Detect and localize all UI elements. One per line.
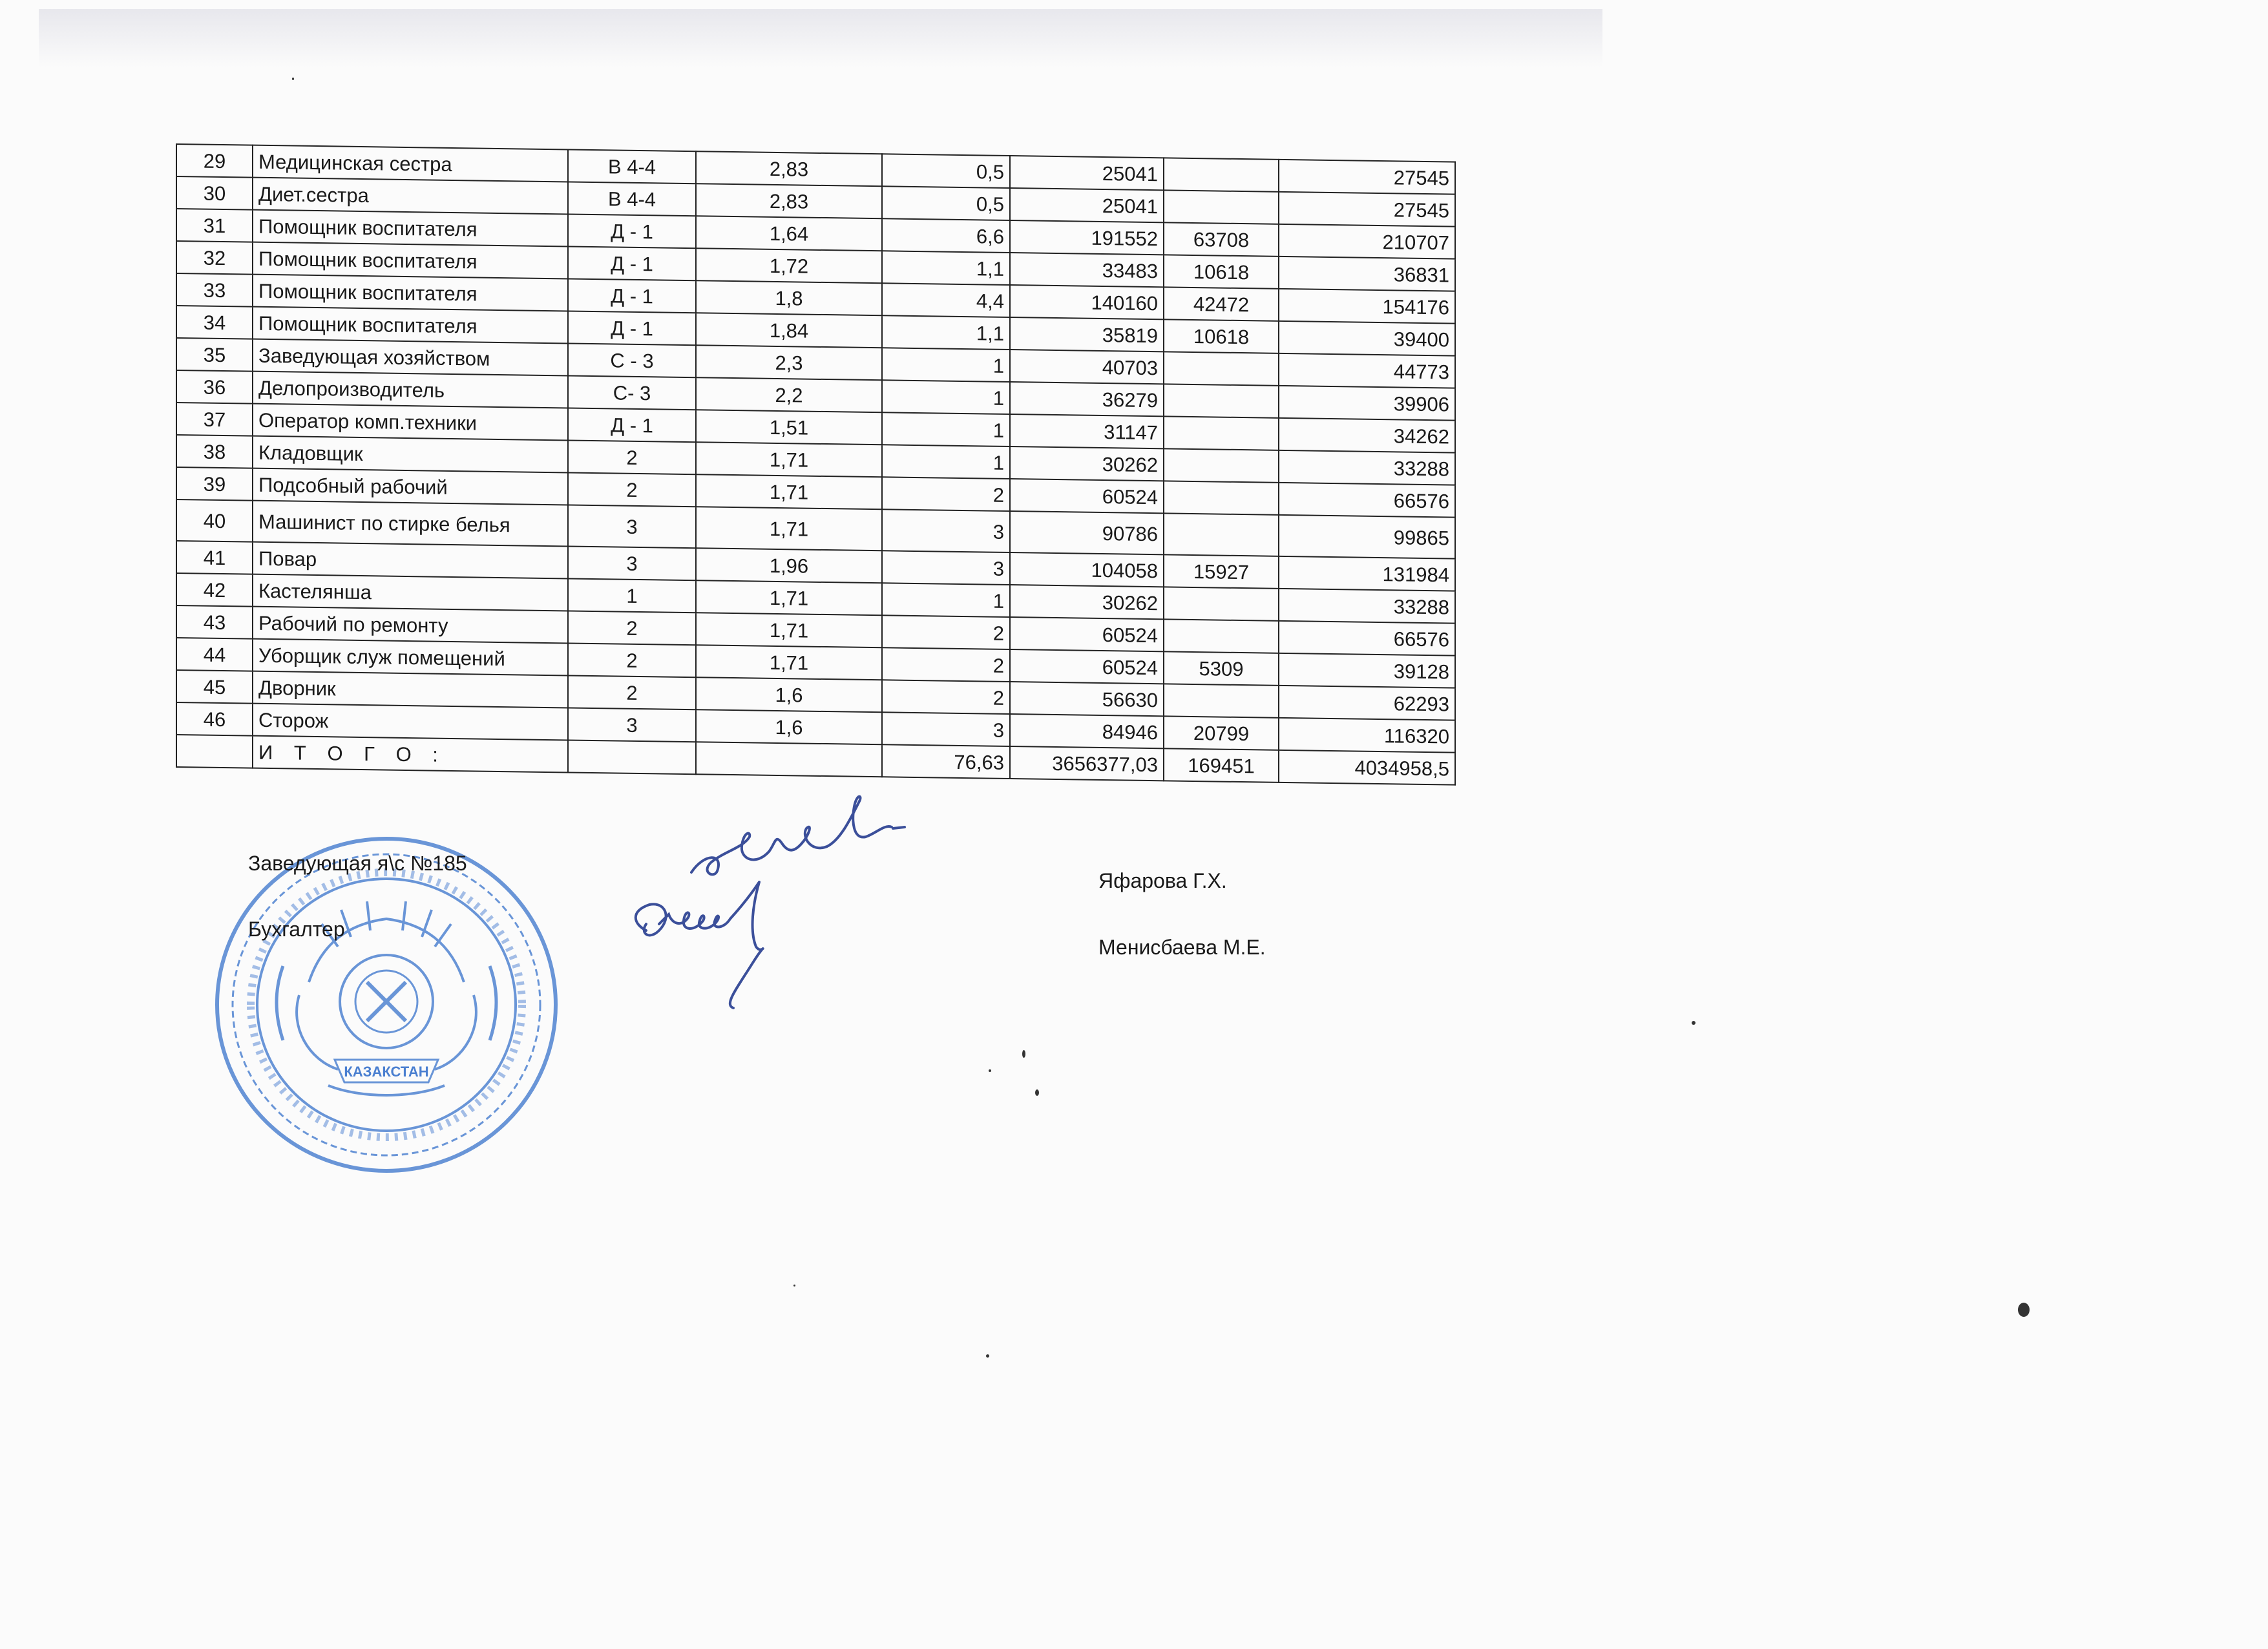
total-amount-cell: 39906: [1279, 386, 1455, 421]
scan-speck: [793, 1285, 795, 1287]
category-code-cell: С- 3: [568, 375, 696, 410]
row-number-cell: 41: [176, 541, 253, 574]
coefficient-cell: 1,72: [696, 248, 882, 283]
bonus-amount-cell: [1164, 416, 1279, 450]
bonus-amount-cell: [1164, 352, 1279, 385]
category-code-cell: 2: [568, 675, 696, 709]
head-name: Яфарова Г.Х.: [1098, 869, 1227, 892]
coefficient-cell: 1,64: [696, 216, 882, 251]
coefficient-cell: 1,6: [696, 677, 882, 712]
bonus-amount-cell: [1164, 481, 1279, 514]
totals-salary-cell: 3656377,03: [1010, 746, 1164, 781]
row-number-cell: 43: [176, 605, 253, 639]
salary-amount-cell: 56630: [1010, 682, 1164, 716]
total-amount-cell: 39128: [1279, 653, 1455, 688]
staff-rate-cell: 3: [882, 551, 1010, 585]
position-name-cell: Помощник воспитателя: [253, 275, 568, 311]
scan-speck: [986, 1354, 989, 1358]
row-number-cell: 30: [176, 176, 253, 210]
position-name-cell: Оператор комп.техники: [253, 404, 568, 441]
bonus-amount-cell: [1164, 684, 1279, 717]
coefficient-cell: 2,83: [696, 184, 882, 218]
row-number-cell: 37: [176, 403, 253, 436]
row-number-cell: 39: [176, 467, 253, 501]
total-amount-cell: 131984: [1279, 556, 1455, 591]
scan-speck: [2018, 1303, 2030, 1317]
position-name-cell: Диет.сестра: [253, 178, 568, 215]
coefficient-cell: 1,84: [696, 313, 882, 348]
salary-amount-cell: 30262: [1010, 585, 1164, 619]
scan-shadow: [39, 9, 1602, 67]
bonus-amount-cell: 42472: [1164, 287, 1279, 320]
position-name-cell: Делопроизводитель: [253, 372, 568, 408]
category-code-cell: 2: [568, 472, 696, 507]
salary-amount-cell: 60524: [1010, 649, 1164, 684]
bonus-amount-cell: 10618: [1164, 255, 1279, 288]
total-amount-cell: 34262: [1279, 418, 1455, 453]
category-code-cell: 3: [568, 546, 696, 580]
position-name-cell: Рабочий по ремонту: [253, 607, 568, 644]
totals-total-cell: 4034958,5: [1279, 750, 1455, 785]
total-amount-cell: 116320: [1279, 718, 1455, 753]
salary-amount-cell: 33483: [1010, 253, 1164, 287]
bonus-amount-cell: [1164, 619, 1279, 653]
coefficient-cell: 1,71: [696, 613, 882, 647]
bonus-amount-cell: [1164, 384, 1279, 417]
total-amount-cell: 33288: [1279, 450, 1455, 485]
staff-rate-cell: 1: [882, 348, 1010, 382]
position-name-cell: Уборщик служ помещений: [253, 639, 568, 676]
staff-rate-cell: 6,6: [882, 218, 1010, 253]
row-number-cell: 40: [176, 499, 253, 542]
total-amount-cell: 33288: [1279, 589, 1455, 624]
staff-salary-table: [176, 143, 1456, 786]
totals-empty-cell: [568, 740, 696, 774]
row-number-cell: 35: [176, 338, 253, 372]
salary-amount-cell: 60524: [1010, 617, 1164, 651]
staff-rate-cell: 2: [882, 477, 1010, 511]
scan-speck: [292, 78, 294, 80]
category-code-cell: Д - 1: [568, 278, 696, 313]
position-name-cell: Кастелянша: [253, 574, 568, 611]
scan-speck: [989, 1069, 991, 1072]
salary-amount-cell: 90786: [1010, 511, 1164, 554]
staff-rate-cell: 2: [882, 680, 1010, 714]
salary-amount-cell: 140160: [1010, 285, 1164, 319]
category-code-cell: 2: [568, 440, 696, 474]
salary-amount-cell: 30262: [1010, 446, 1164, 481]
bonus-amount-cell: [1164, 158, 1279, 191]
row-number-cell: 31: [176, 209, 253, 242]
category-code-cell: В 4-4: [568, 182, 696, 216]
position-name-cell: Помощник воспитателя: [253, 307, 568, 344]
salary-amount-cell: 84946: [1010, 714, 1164, 748]
accountant-name: Менисбаева М.Е.: [1098, 936, 1266, 959]
staff-rate-cell: 1,1: [882, 251, 1010, 285]
bonus-amount-cell: [1164, 587, 1279, 620]
accountant-handwritten-signature: [620, 866, 834, 1014]
position-name-cell: Дворник: [253, 671, 568, 708]
staff-rate-cell: 1: [882, 445, 1010, 479]
position-name-cell: Помощник воспитателя: [253, 210, 568, 247]
staff-rate-cell: 1,1: [882, 315, 1010, 350]
scan-speck: [1022, 1050, 1025, 1058]
bonus-amount-cell: [1164, 448, 1279, 482]
category-code-cell: 3: [568, 708, 696, 742]
row-number-cell: 32: [176, 241, 253, 275]
staff-rate-cell: 1: [882, 412, 1010, 446]
salary-amount-cell: 104058: [1010, 552, 1164, 587]
salary-amount-cell: 191552: [1010, 220, 1164, 255]
row-number-cell: 34: [176, 306, 253, 339]
position-name-cell: Помощник воспитателя: [253, 242, 568, 279]
category-code-cell: 3: [568, 505, 696, 548]
row-number-cell: 45: [176, 670, 253, 704]
bonus-amount-cell: [1164, 190, 1279, 224]
staff-rate-cell: 0,5: [882, 154, 1010, 188]
total-amount-cell: 66576: [1279, 483, 1455, 518]
coefficient-cell: 1,96: [696, 548, 882, 583]
category-code-cell: 2: [568, 643, 696, 677]
total-amount-cell: 44773: [1279, 353, 1455, 388]
row-number-cell: 42: [176, 573, 253, 607]
staff-rate-cell: 2: [882, 615, 1010, 649]
category-code-cell: Д - 1: [568, 214, 696, 248]
total-amount-cell: 66576: [1279, 621, 1455, 656]
bonus-amount-cell: 63708: [1164, 222, 1279, 256]
category-code-cell: Д - 1: [568, 408, 696, 442]
position-name-cell: Кладовщик: [253, 436, 568, 473]
coefficient-cell: 1,71: [696, 645, 882, 680]
total-amount-cell: 154176: [1279, 289, 1455, 324]
position-name-cell: Подсобный рабочий: [253, 468, 568, 505]
staff-rate-cell: 3: [882, 712, 1010, 746]
totals-bonus-cell: 169451: [1164, 748, 1279, 782]
accountant-title-label: Бухгалтер: [248, 918, 345, 941]
salary-amount-cell: 25041: [1010, 156, 1164, 190]
scan-speck: [1692, 1021, 1696, 1025]
staff-rate-cell: 2: [882, 647, 1010, 682]
category-code-cell: 1: [568, 578, 696, 613]
total-amount-cell: 27545: [1279, 160, 1455, 194]
category-code-cell: В 4-4: [568, 149, 696, 184]
total-amount-cell: 99865: [1279, 515, 1455, 559]
row-number-cell: 46: [176, 702, 253, 736]
official-seal-stamp: [212, 834, 561, 1176]
staff-rate-cell: 4,4: [882, 283, 1010, 317]
bonus-amount-cell: 5309: [1164, 651, 1279, 685]
row-number-cell: 36: [176, 370, 253, 404]
coefficient-cell: 1,51: [696, 410, 882, 445]
coefficient-cell: 2,2: [696, 377, 882, 412]
salary-amount-cell: 35819: [1010, 317, 1164, 352]
totals-empty-cell: [176, 735, 253, 768]
coefficient-cell: 2,83: [696, 151, 882, 186]
totals-rate-cell: 76,63: [882, 744, 1010, 779]
salary-amount-cell: 25041: [1010, 188, 1164, 222]
total-amount-cell: 36831: [1279, 257, 1455, 291]
coefficient-cell: 1,6: [696, 709, 882, 744]
totals-empty-cell: [696, 742, 882, 777]
position-name-cell: Машинист по стирке белья: [253, 501, 568, 547]
row-number-cell: 29: [176, 144, 253, 178]
total-amount-cell: 210707: [1279, 224, 1455, 259]
total-amount-cell: 27545: [1279, 192, 1455, 227]
bonus-amount-cell: [1164, 513, 1279, 556]
category-code-cell: 2: [568, 611, 696, 645]
staff-rate-cell: 1: [882, 380, 1010, 414]
row-number-cell: 44: [176, 638, 253, 671]
scan-speck: [1035, 1089, 1039, 1096]
category-code-cell: С - 3: [568, 343, 696, 377]
head-title-label: Заведующая я\с №185: [248, 852, 467, 875]
category-code-cell: Д - 1: [568, 246, 696, 280]
table-body: [176, 144, 1455, 785]
salary-amount-cell: 36279: [1010, 382, 1164, 416]
bonus-amount-cell: 15927: [1164, 554, 1279, 588]
position-name-cell: Повар: [253, 542, 568, 579]
salary-amount-cell: 40703: [1010, 350, 1164, 384]
coefficient-cell: 1,71: [696, 474, 882, 509]
category-code-cell: Д - 1: [568, 311, 696, 345]
position-name-cell: Сторож: [253, 704, 568, 740]
bonus-amount-cell: 20799: [1164, 716, 1279, 750]
staff-rate-cell: 1: [882, 583, 1010, 617]
coefficient-cell: 1,8: [696, 280, 882, 315]
staff-rate-cell: 0,5: [882, 186, 1010, 220]
position-name-cell: Медицинская сестра: [253, 145, 568, 182]
position-name-cell: Заведующая хозяйством: [253, 339, 568, 376]
salary-amount-cell: 60524: [1010, 479, 1164, 513]
seal-text: КАЗАКСТАН: [344, 1064, 429, 1080]
bonus-amount-cell: 10618: [1164, 319, 1279, 353]
row-number-cell: 33: [176, 273, 253, 307]
salary-amount-cell: 31147: [1010, 414, 1164, 448]
coefficient-cell: 2,3: [696, 345, 882, 380]
staff-rate-cell: 3: [882, 509, 1010, 552]
coefficient-cell: 1,71: [696, 442, 882, 477]
coefficient-cell: 1,71: [696, 507, 882, 551]
total-amount-cell: 39400: [1279, 321, 1455, 356]
totals-label-cell: И Т О Г О :: [253, 736, 568, 773]
total-amount-cell: 62293: [1279, 686, 1455, 720]
coefficient-cell: 1,71: [696, 580, 882, 615]
row-number-cell: 38: [176, 435, 253, 468]
